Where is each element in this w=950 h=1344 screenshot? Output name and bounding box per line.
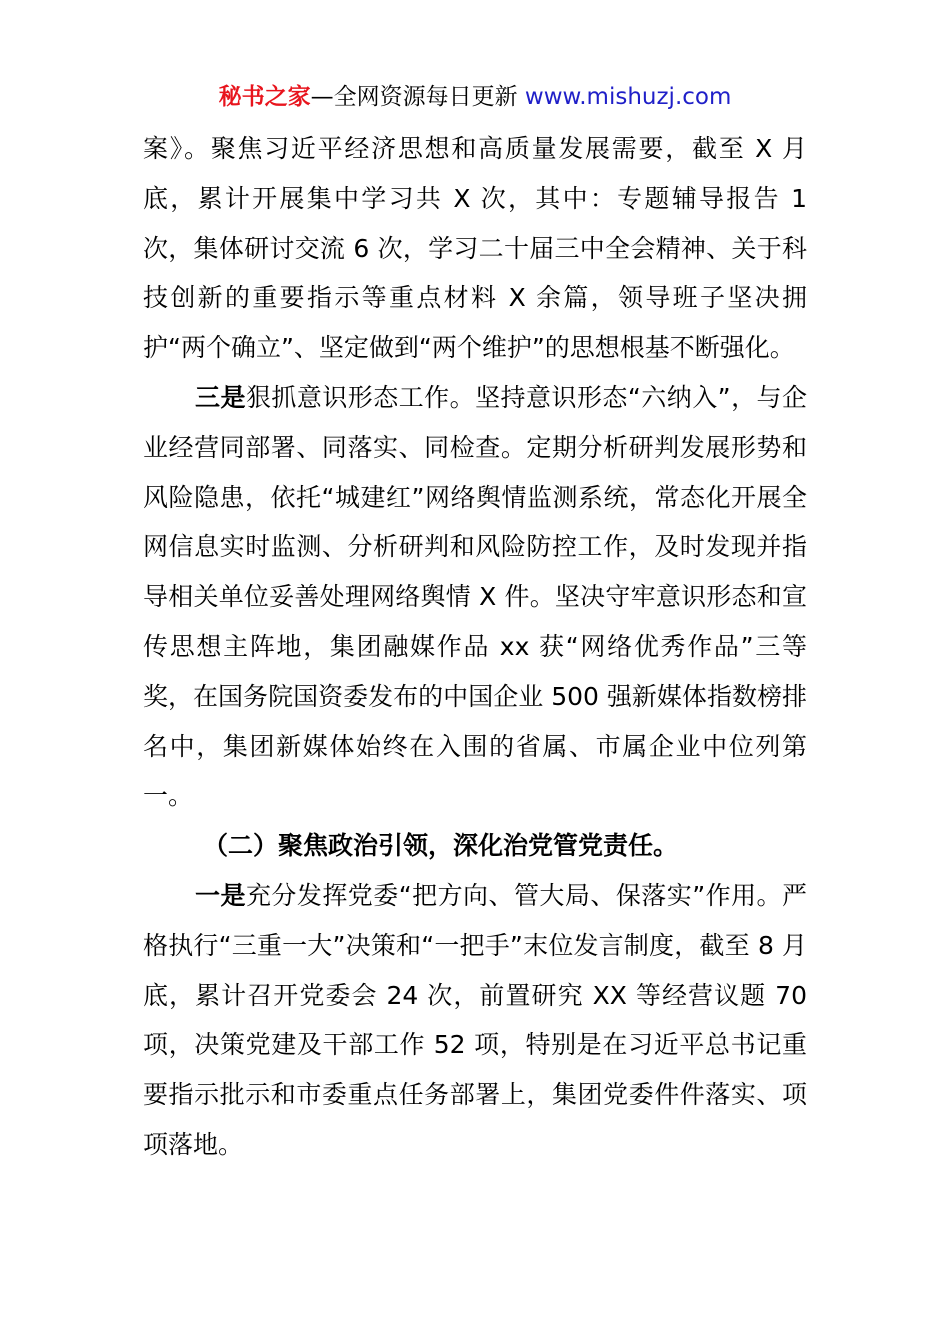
paragraph-text: 充分发挥党委“把方向、管大局、保落实”作用。严格执行“三重一大”决策和“一把手”末位发言制度，截至 8 月底，累计召开党委会 24 次，前置研究 XX 等经营议题 70 项，决策党建及干部工作 52 项，特别是在习近平总书记重要指示批示和市委重点任务部署上，集团党委件件落实、项项落地。: [143, 880, 807, 1159]
page-header: [0, 80, 950, 114]
paragraph-lead: 三是: [195, 382, 246, 412]
header-tagline: —全网资源每日更新: [310, 84, 518, 110]
paragraph-lead: 一是: [195, 880, 246, 910]
header-brand: 秘书之家: [218, 84, 311, 110]
document-body: [143, 124, 807, 1170]
paragraph-text: 狠抓意识形态工作。坚持意识形态“六纳入”，与企业经营同部署、同落实、同检查。定期分析研判发展形势和风险隐患，依托“城建红”网络舆情监测系统，常态化开展全网信息实时监测、分析研判和风险防控工作，及时发现并指导相关单位妥善处理网络舆情 X 件。坚决守牢意识形态和宣传思想主阵地，集团融媒作品 xx 获“网络优秀作品”三等奖，在国务院国资委发布的中国企业 500 强新媒体指数榜排名中，集团新媒体始终在入围的省属、市属企业中位列第一。: [143, 382, 807, 811]
paragraph-item-three: [143, 373, 807, 821]
paragraph-item-one: [143, 871, 807, 1170]
paragraph-continuation: [143, 124, 807, 373]
header-url-link[interactable]: www.mishuzj.com: [524, 84, 732, 110]
paragraph-text: 案》。聚焦习近平经济思想和高质量发展需要，截至 X 月底，累计开展集中学习共 X 次，其中：专题辅导报告 1 次，集体研讨交流 6 次，学习二十届三中全会精神、关于科技创新的重要指示等重点材料 X 余篇，领导班子坚决拥护“两个确立”、坚定做到“两个维护”的思想根基不断强化。: [143, 134, 807, 363]
section-heading: （二）聚焦政治引领，深化治党管党责任。: [203, 831, 679, 861]
